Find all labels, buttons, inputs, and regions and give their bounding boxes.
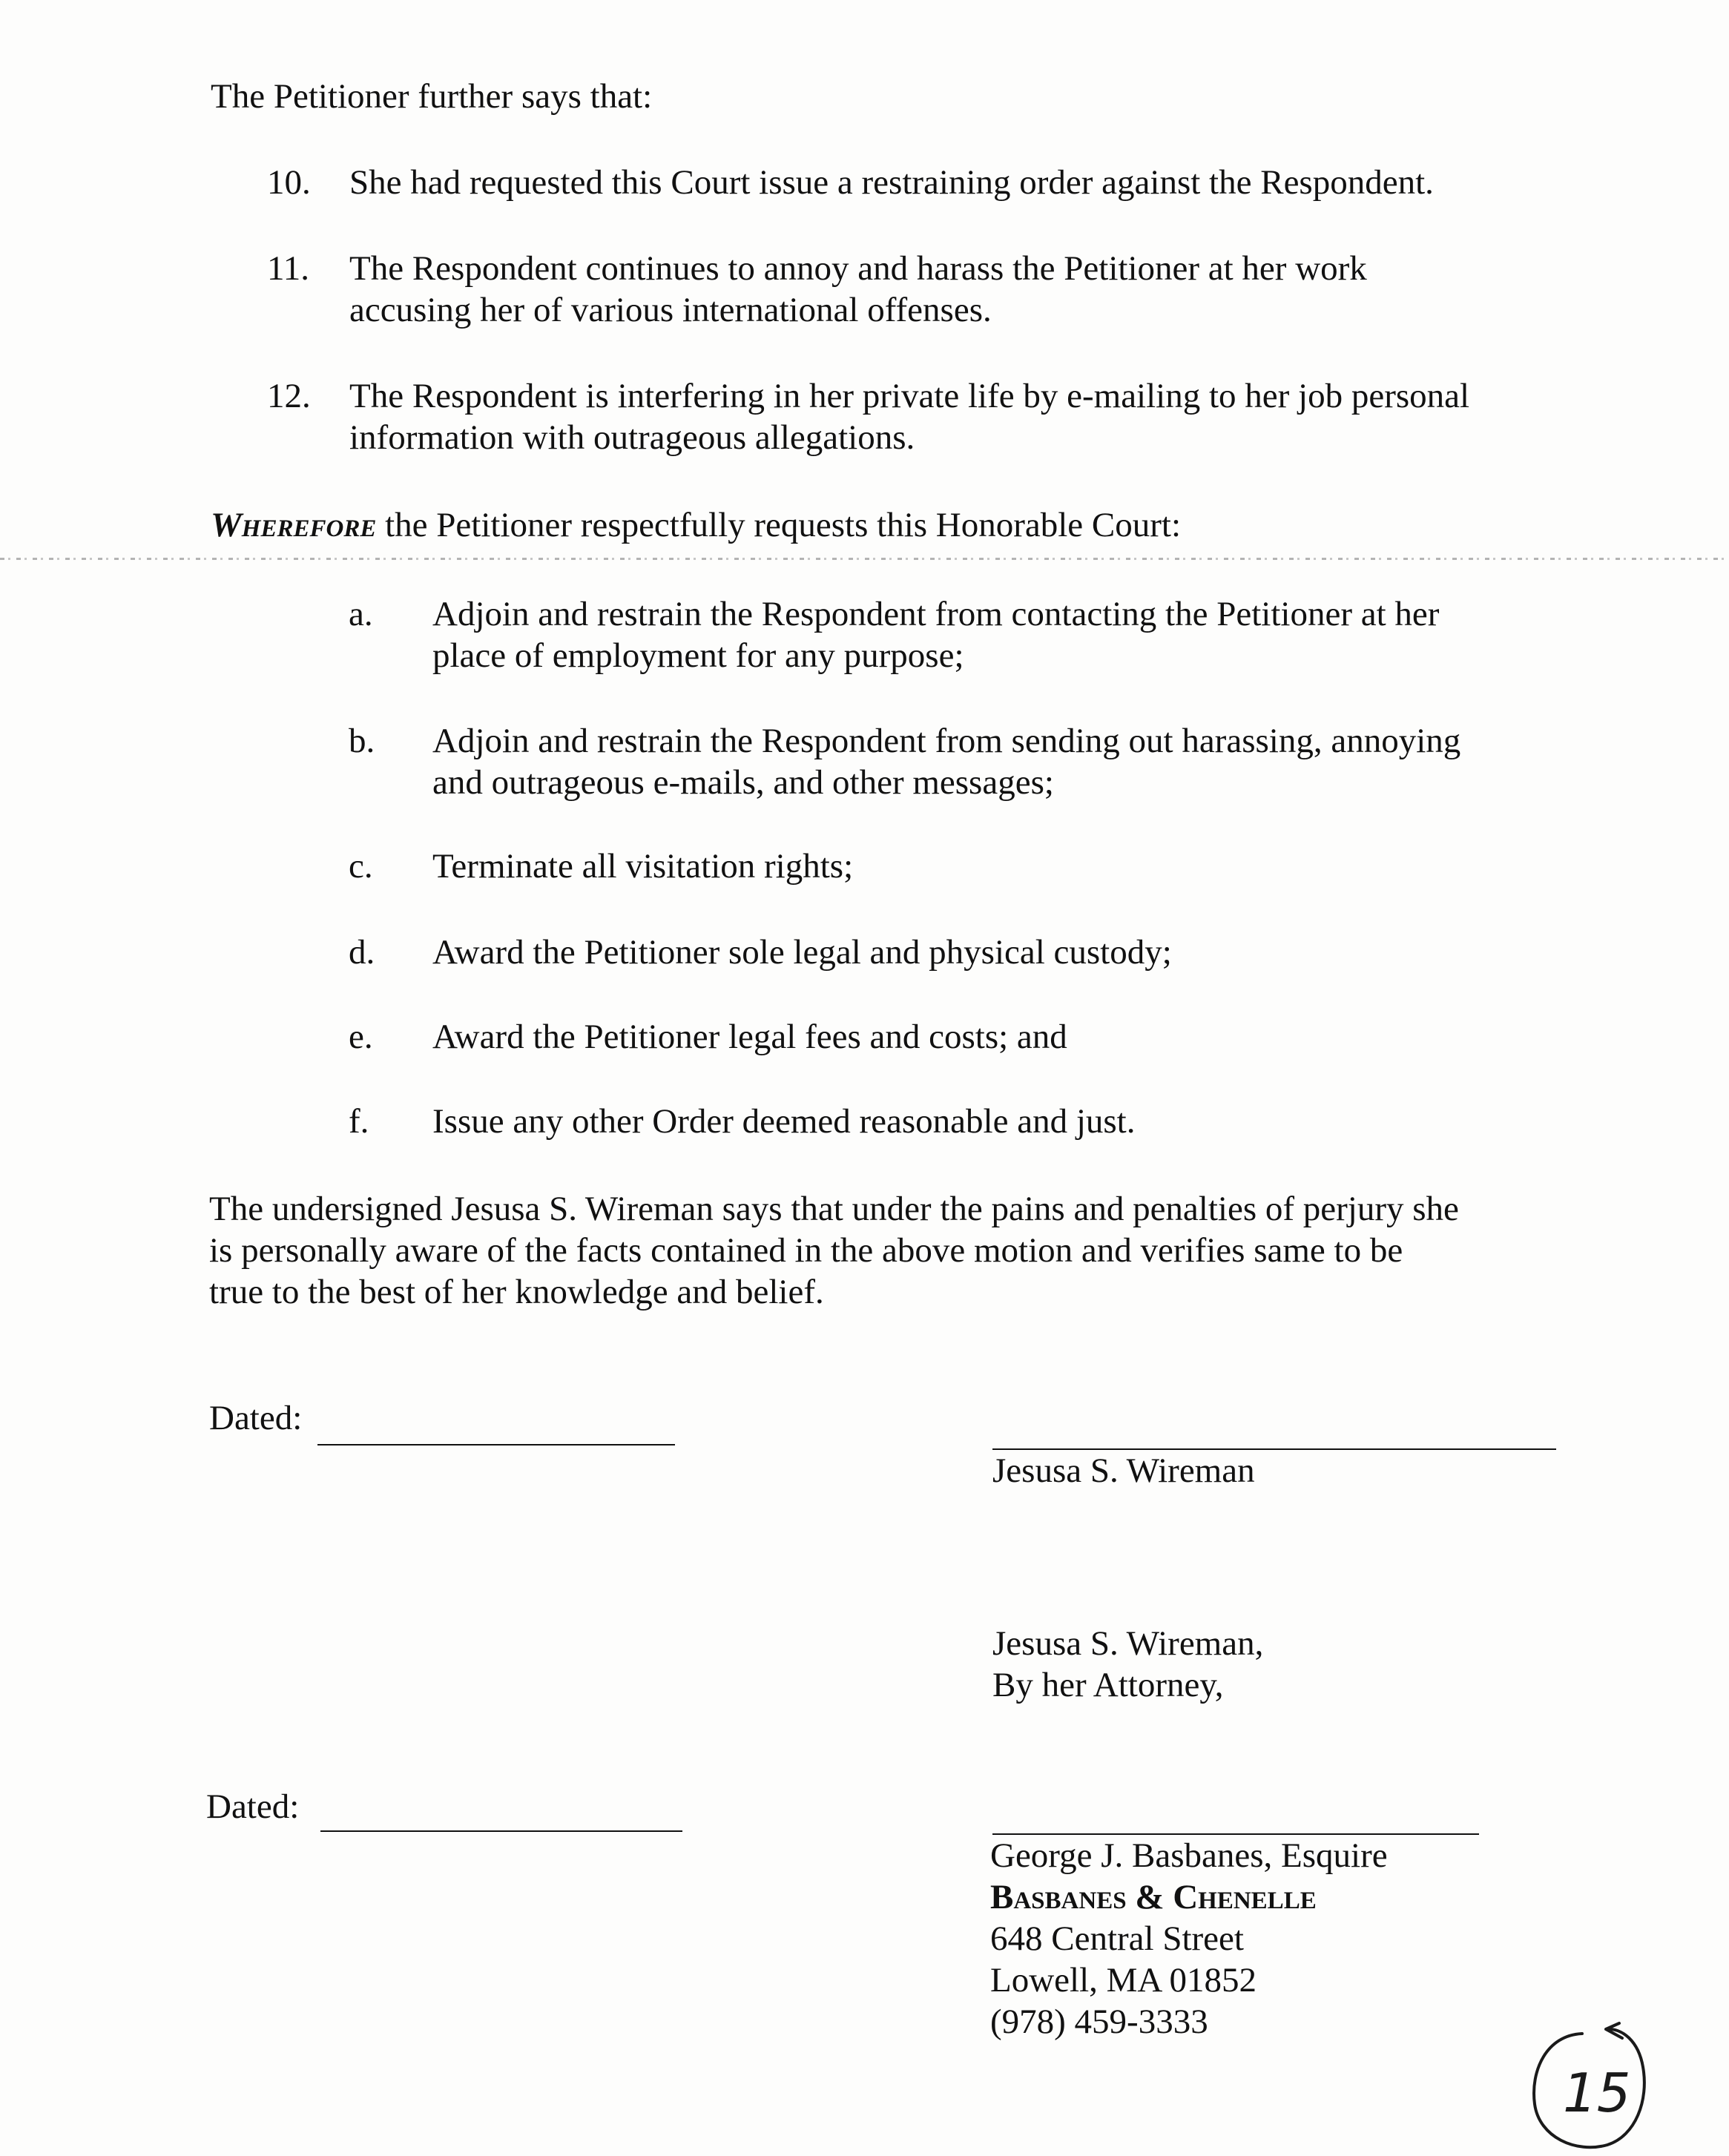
item-number: 10. [267, 163, 311, 202]
request-letter: f. [349, 1102, 369, 1141]
attorney-intro-line: Jesusa S. Wireman, [992, 1624, 1264, 1663]
request-letter: b. [349, 722, 375, 760]
verification-line: The undersigned Jesusa S. Wireman says that under the pains and penalties of perjury she [209, 1190, 1459, 1228]
item-line: The Respondent is interfering in her private life by e-mailing to her job personal [349, 377, 1470, 415]
wherefore-line [211, 504, 1181, 546]
item-line: She had requested this Court issue a restraining order against the Respondent. [349, 163, 1434, 202]
request-line: Award the Petitioner sole legal and physical custody; [432, 933, 1172, 972]
request-line: Adjoin and restrain the Respondent from sending out harassing, annoying [432, 722, 1461, 760]
item-line: accusing her of various international offenses. [349, 291, 992, 329]
firm-address-city: Lowell, MA 01852 [990, 1961, 1257, 2000]
request-line: Terminate all visitation rights; [432, 847, 854, 886]
wherefore-keyword: Wherefore [211, 506, 377, 544]
firm-address-street: 648 Central Street [990, 1919, 1244, 1958]
dated-label: Dated: [209, 1399, 303, 1437]
request-line: Issue any other Order deemed reasonable and just. [432, 1102, 1136, 1141]
request-letter: e. [349, 1018, 373, 1056]
request-letter: c. [349, 847, 373, 886]
date-blank-line [317, 1444, 675, 1445]
verification-line: true to the best of her knowledge and belief. [209, 1273, 824, 1311]
request-line: Award the Petitioner legal fees and costs; and [432, 1018, 1067, 1056]
request-letter: a. [349, 595, 373, 633]
request-line: and outrageous e-mails, and other messages; [432, 763, 1054, 802]
law-firm-name: Basbanes & Chenelle [990, 1878, 1317, 1916]
item-line: The Respondent continues to annoy and harass the Petitioner at her work [349, 249, 1367, 288]
attorney-name: George J. Basbanes, Esquire [990, 1836, 1388, 1875]
verification-line: is personally aware of the facts contained in the above motion and verifies same to be [209, 1231, 1403, 1270]
intro-text: The Petitioner further says that: [211, 77, 653, 116]
handwritten-page-number [1524, 2019, 1650, 2156]
attorney-intro-line: By her Attorney, [992, 1666, 1224, 1704]
signer-name: Jesusa S. Wireman [992, 1451, 1255, 1490]
item-number: 12. [267, 377, 311, 415]
firm-phone: (978) 459-3333 [990, 2002, 1208, 2041]
dated-label: Dated: [206, 1787, 300, 1826]
item-number: 11. [267, 249, 310, 288]
scan-artifact-line [0, 558, 1729, 560]
request-line: Adjoin and restrain the Respondent from contacting the Petitioner at her [432, 595, 1440, 633]
page-mark-text: 15 [1563, 2062, 1631, 2124]
item-line: information with outrageous allegations. [349, 418, 915, 457]
request-line: place of employment for any purpose; [432, 636, 964, 675]
request-letter: d. [349, 933, 375, 972]
date-blank-line [320, 1830, 682, 1832]
wherefore-text: the Petitioner respectfully requests this Honorable Court: [376, 506, 1182, 544]
